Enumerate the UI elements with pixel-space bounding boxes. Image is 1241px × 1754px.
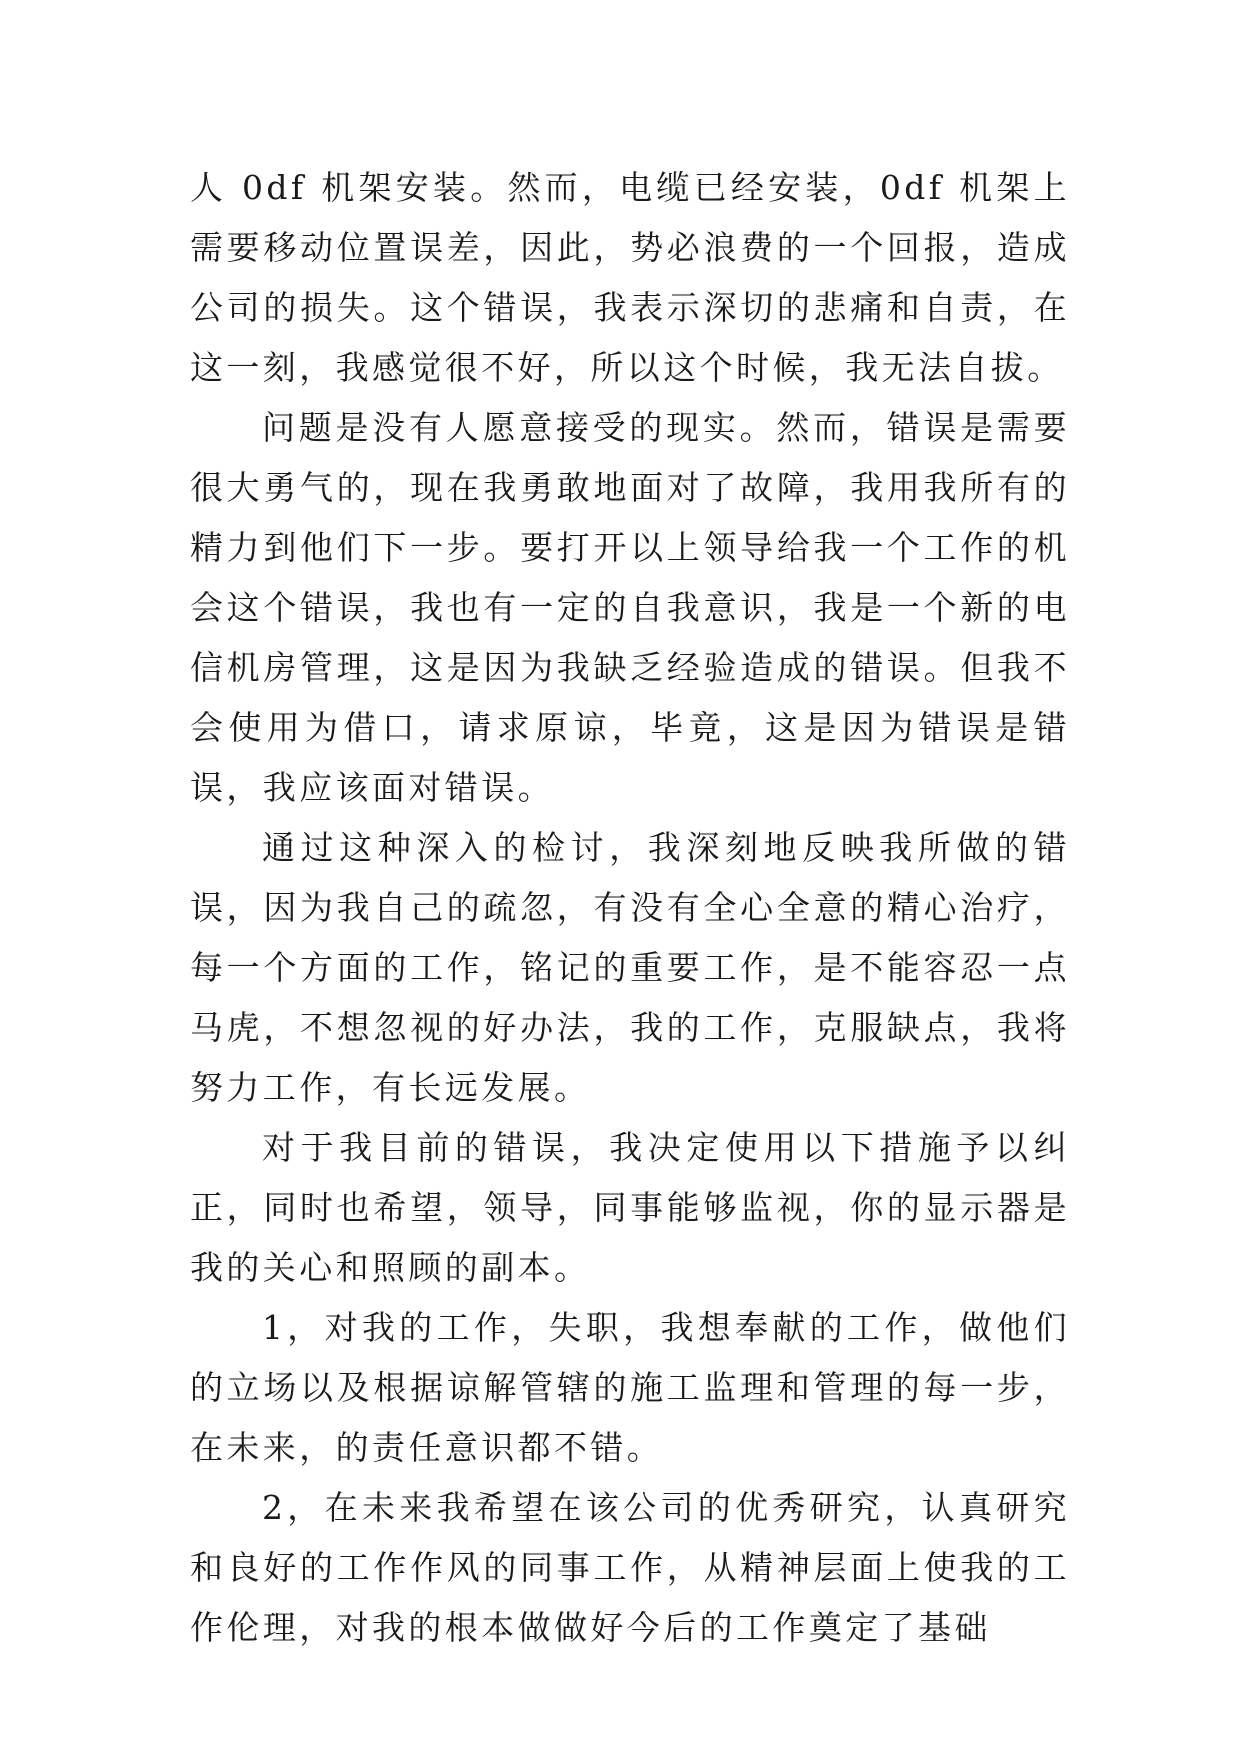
- paragraph-self-reflection: 通过这种深入的检讨，我深刻地反映我所做的错误，因为我自己的疏忽，有没有全心全意的精心治疗，每一个方面的工作，铭记的重要工作，是不能容忍一点马虎，不想忽视的好办法，我的工作，克服缺点，我将努力工作，有长远发展。: [190, 828, 1070, 1107]
- paragraph-corrective-measures: 对于我目前的错误，我决定使用以下措施予以纠正，同时也希望，领导，同事能够监视，你的显示器是我的关心和照顾的副本。: [190, 1128, 1070, 1287]
- paragraph-problem-reality: 问题是没有人愿意接受的现实。然而，错误是需要很大勇气的，现在我勇敢地面对了故障，我用我所有的精力到他们下一步。要打开以上领导给我一个工作的机会这个错误，我也有一定的自我意识，我是一个新的电信机房管理，这是因为我缺乏经验造成的错误。但我不会使用为借口，请求原谅，毕竟，这是因为错误是错误，我应该面对错误。: [190, 408, 1070, 807]
- paragraph-measure-2: 2，在未来我希望在该公司的优秀研究，认真研究和良好的工作作风的同事工作，从精神层面上使我的工作伦理，对我的根本做做好今后的工作奠定了基础: [190, 1488, 1070, 1647]
- document-body: [190, 158, 1070, 1658]
- paragraph-measure-1: 1，对我的工作，失职，我想奉献的工作，做他们的立场以及根据谅解管辖的施工监理和管理的每一步，在未来，的责任意识都不错。: [190, 1308, 1070, 1467]
- paragraph-continuation: 人 0df 机架安装。然而，电缆已经安装，0df 机架上需要移动位置误差，因此，势必浪费的一个回报，造成公司的损失。这个错误，我表示深切的悲痛和自责，在这一刻，我感觉很不好，所以这个时候，我无法自拔。: [190, 168, 1070, 387]
